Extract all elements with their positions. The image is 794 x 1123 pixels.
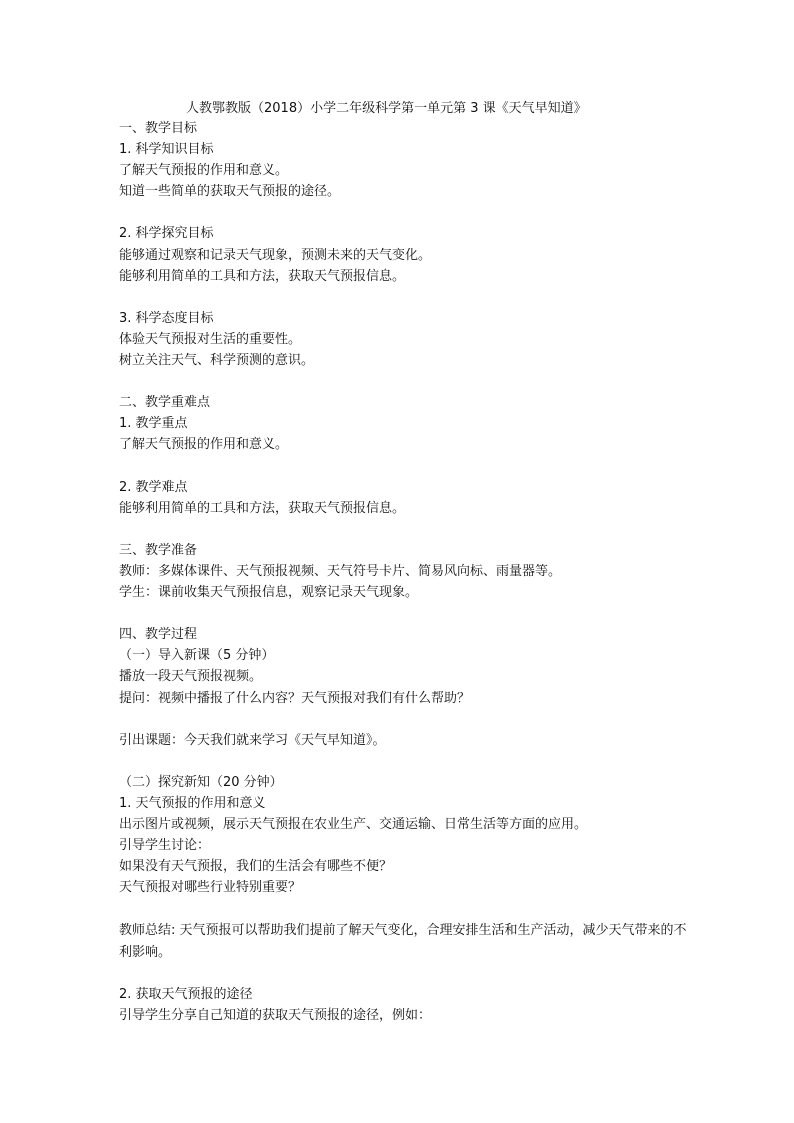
paragraph: 了解天气预报的作用和意义。 (119, 163, 289, 179)
blank-line (119, 287, 699, 308)
section-heading-process: 四、教学过程 (119, 627, 198, 643)
blank-line (119, 603, 699, 624)
paragraph: 如果没有天气预报，我们的生活会有哪些不便？ (119, 859, 393, 875)
section-heading-key-points: 二、教学重难点 (119, 395, 211, 411)
paragraph: 学生：课前收集天气预报信息，观察记录天气现象。 (119, 585, 419, 601)
paragraph: 引导学生分享自己知道的获取天气预报的途径，例如： (119, 1007, 432, 1023)
blank-line (119, 709, 699, 730)
section-heading-preparation: 三、教学准备 (119, 542, 198, 558)
paragraph: 教师：多媒体课件、天气预报视频、天气符号卡片、简易风向标、雨量器等。 (119, 563, 562, 579)
blank-line (119, 456, 699, 477)
paragraph: 提问：视频中播报了什么内容？天气预报对我们有什么帮助？ (119, 690, 471, 706)
subheading-role: 1. 天气预报的作用和意义 (119, 796, 266, 811)
paragraph: 了解天气预报的作用和意义。 (119, 437, 289, 453)
subheading-inquiry: 2. 科学探究目标 (119, 226, 214, 242)
paragraph: 树立关注天气、科学预测的意识。 (119, 353, 315, 369)
blank-line (119, 519, 699, 540)
blank-line (119, 751, 699, 772)
blank-line (119, 202, 699, 223)
paragraph: 播放一段天气预报视频。 (119, 669, 263, 685)
blank-line (119, 898, 699, 919)
subheading-focus: 1. 教学重点 (119, 416, 188, 432)
blank-line (119, 964, 699, 984)
document-title: 人教鄂教版（2018）小学二年级科学第一单元第 3 课《天气早知道》 (186, 101, 587, 116)
paragraph: 引导学生讨论： (119, 838, 211, 854)
paragraph: 能够通过观察和记录天气现象，预测未来的天气变化。 (119, 247, 432, 263)
paragraph: 能够利用简单的工具和方法，获取天气预报信息。 (119, 268, 406, 284)
blank-line (119, 371, 699, 392)
subheading-attitude: 3. 科学态度目标 (119, 310, 214, 326)
paragraph: 知道一些简单的获取天气预报的途径。 (119, 184, 341, 200)
paragraph: 出示图片或视频，展示天气预报在农业生产、交通运输、日常生活等方面的应用。 (119, 817, 588, 833)
paragraph: 天气预报对哪些行业特别重要？ (119, 880, 302, 896)
subheading-knowledge: 1. 科学知识目标 (119, 142, 214, 158)
paragraph-summary: 教师总结: 天气预报可以帮助我们提前了解天气变化，合理安排生活和生产活动，减少天气带来的不利影响。 (119, 922, 687, 960)
subheading-introduction: （一）导入新课（5 分钟） (119, 648, 275, 664)
section-heading-objectives: 一、教学目标 (119, 121, 198, 136)
subheading-ways: 2. 获取天气预报的途径 (119, 986, 253, 1002)
subheading-exploration: （二）探究新知（20 分钟） (119, 774, 283, 790)
document-body (119, 118, 699, 1026)
paragraph: 引出课题：今天我们就来学习《天气早知道》。 (119, 732, 386, 748)
subheading-difficulty: 2. 教学难点 (119, 479, 188, 495)
paragraph: 能够利用简单的工具和方法，获取天气预报信息。 (119, 500, 406, 516)
paragraph: 体验天气预报对生活的重要性。 (119, 331, 302, 347)
